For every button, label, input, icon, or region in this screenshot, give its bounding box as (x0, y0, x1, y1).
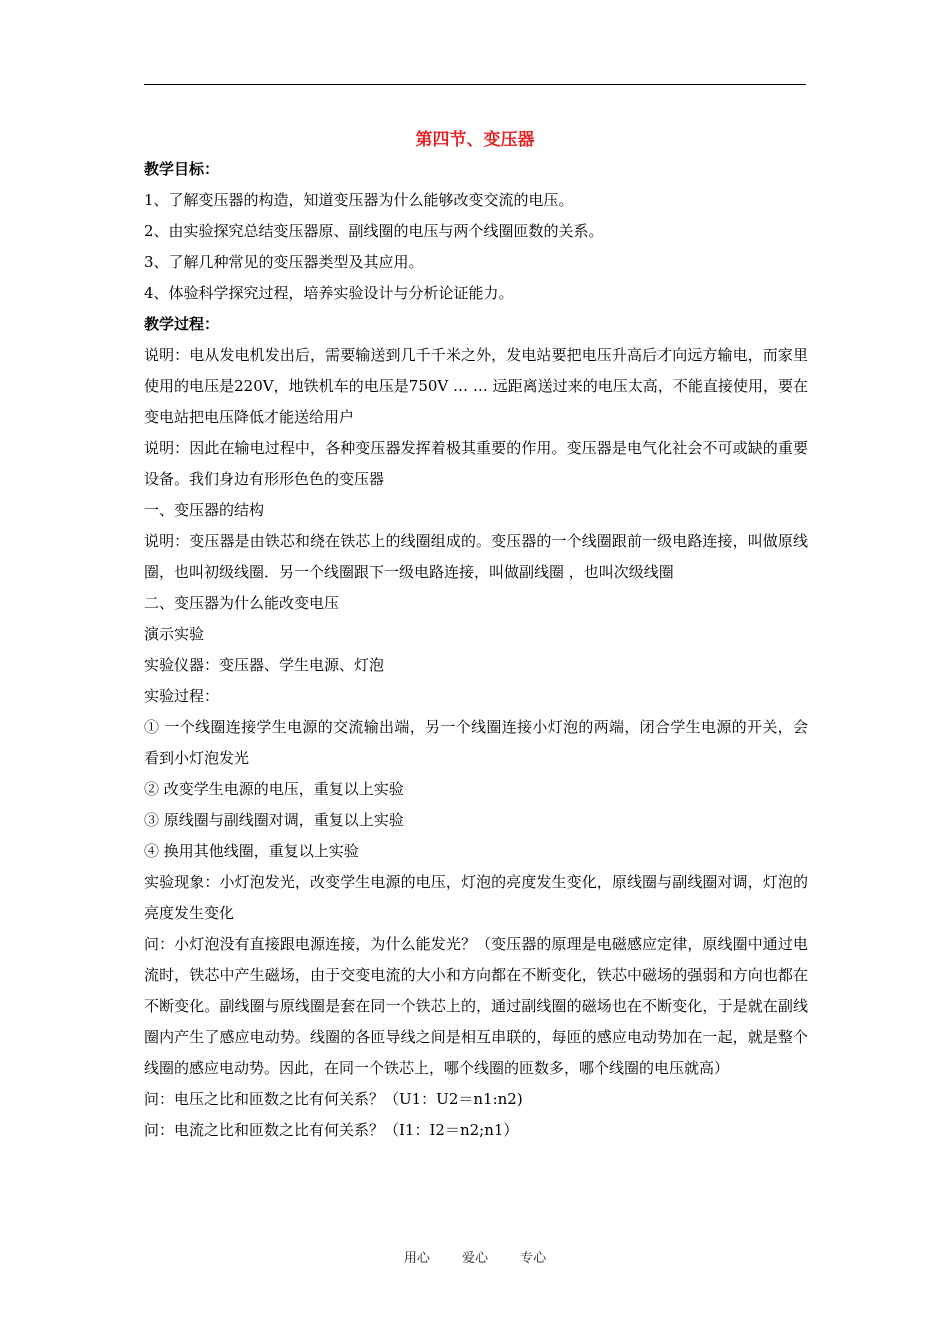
question-paragraph: 问：小灯泡没有直接跟电源连接，为什么能发光？（变压器的原理是电磁感应定律，原线圈中通过电流时，铁芯中产生磁场，由于交变电流的大小和方向都在不断变化，铁芯中磁场的强弱和方向也都在不断变化。副线圈与原线圈是套在同一个铁芯上的，通过副线圈的磁场也在不断变化，于是就在副线圈内产生了感应电动势。线圈的各匝导线之间是相互串联的，每匝的感应电动势加在一起，就是整个线圈的感应电动势。因此，在同一个铁芯上，哪个线圈的匝数多，哪个线圈的电压就高） (144, 935, 808, 1077)
header-rule (144, 84, 806, 85)
process-paragraph: 说明：电从发电机发出后，需要输送到几千千米之外，发电站要把电压升高后才向远方输电，而家里使用的电压是220V，地铁机车的电压是750V … … 远距离送过来的电压太高，不能直接使用，要在变电站把电压降低才能送给用户 (144, 346, 808, 426)
goal-item: 2、由实验探究总结变压器原、副线圈的电压与两个线圈匝数的关系。 (144, 222, 604, 240)
section-heading-structure: 一、变压器的结构 (144, 501, 265, 519)
document-body (144, 154, 808, 1146)
procedure-step: ① 一个线圈连接学生电源的交流输出端，另一个线圈连接小灯泡的两端，闭合学生电源的开关，会看到小灯泡发光 (144, 718, 808, 767)
page-footer (0, 1247, 950, 1266)
procedure-step: ② 改变学生电源的电压，重复以上实验 (144, 780, 404, 798)
goal-item: 3、了解几种常见的变压器类型及其应用。 (144, 253, 424, 271)
equipment-line: 实验仪器：变压器、学生电源、灯泡 (144, 656, 385, 674)
goal-item: 4、体验科学探究过程，培养实验设计与分析论证能力。 (144, 284, 514, 302)
footer-word: 专心 (520, 1251, 547, 1266)
process-paragraph: 说明：因此在输电过程中，各种变压器发挥着极其重要的作用。变压器是电气化社会不可或缺的重要设备。我们身边有形形色色的变压器 (144, 439, 808, 488)
question-current: 问：电流之比和匝数之比有何关系？（I1：I2＝n2;n1） (144, 1121, 519, 1139)
footer-word: 爱心 (461, 1251, 488, 1266)
procedure-step: ④ 换用其他线圈，重复以上实验 (144, 842, 359, 860)
section-heading-why: 二、变压器为什么能改变电压 (144, 594, 340, 612)
process-heading: 教学过程： (144, 315, 220, 333)
procedure-step: ③ 原线圈与副线圈对调，重复以上实验 (144, 811, 404, 829)
page-title: 第四节、变压器 (415, 130, 535, 150)
phenomenon-paragraph: 实验现象：小灯泡发光，改变学生电源的电压，灯泡的亮度发生变化，原线圈与副线圈对调，灯泡的亮度发生变化 (144, 873, 808, 922)
goal-item: 1、了解变压器的构造，知道变压器为什么能够改变交流的电压。 (144, 191, 574, 209)
goals-heading: 教学目标： (144, 160, 220, 178)
process-paragraph: 说明：变压器是由铁芯和绕在铁芯上的线圈组成的。变压器的一个线圈跟前一级电路连接，叫做原线圈，也叫初级线圈．另一个线圈跟下一级电路连接，叫做副线圈 ，也叫次级线圈 (144, 532, 808, 581)
demo-label: 演示实验 (144, 625, 205, 643)
footer-word: 用心 (403, 1251, 430, 1266)
procedure-label: 实验过程： (144, 687, 220, 705)
question-voltage: 问：电压之比和匝数之比有何关系？（U1：U2＝n1:n2) (144, 1090, 523, 1108)
